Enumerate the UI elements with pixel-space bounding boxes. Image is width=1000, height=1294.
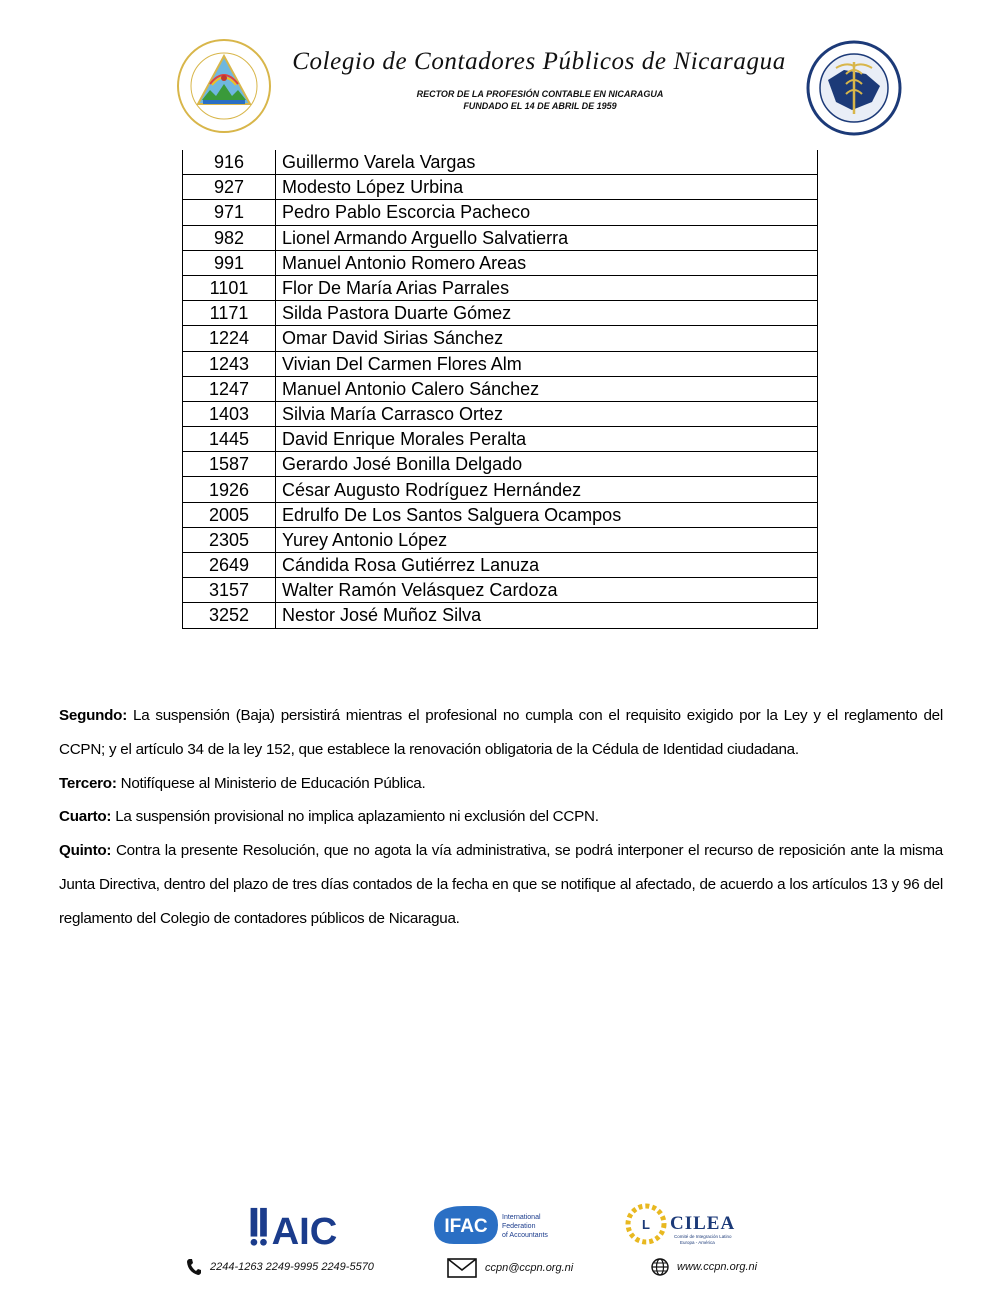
member-number: 1926 [183,477,276,502]
founding-date: FUNDADO EL 14 DE ABRIL DE 1959 [463,101,617,111]
member-number: 2649 [183,553,276,578]
member-name: Edrulfo De Los Santos Salguera Ocampos [276,502,818,527]
phone-icon [186,1258,202,1276]
table-row [183,275,818,300]
contact-phones [186,1258,374,1276]
table-row [183,452,818,477]
table-row [183,603,818,628]
table-row [183,553,818,578]
svg-text:Europa - América: Europa - América [680,1240,715,1245]
clause-text: La suspensión (Baja) persistirá mientras el profesional no cumpla con el requisito exigido por la Ley y el reglamento del CCPN; y el artículo 34 de la ley 152, que establece la renovación obligatoria de la Cédula de Identidad ciudadana. [59,707,943,758]
globe-icon [651,1258,669,1276]
member-name: Gerardo José Bonilla Delgado [276,452,818,477]
member-number: 982 [183,225,276,250]
member-number: 1247 [183,376,276,401]
member-number: 1445 [183,427,276,452]
clause-label: Tercero: [59,774,117,792]
svg-text:CILEA: CILEA [670,1213,736,1234]
nicaragua-seal-logo [176,38,272,134]
member-number: 1587 [183,452,276,477]
ifac-logo [432,1204,556,1246]
member-name: Modesto López Urbina [276,175,818,200]
clause-label: Segundo: [59,707,128,724]
member-number: 1403 [183,401,276,426]
svg-text:Comité de Integración Latino: Comité de Integración Latino [674,1234,732,1239]
clause-paragraph [59,834,943,935]
suspended-members-table [182,150,818,629]
member-name: Lionel Armando Arguello Salvatierra [276,225,818,250]
member-name: David Enrique Morales Peralta [276,427,818,452]
clause-paragraph [59,800,943,834]
member-name: Nestor José Muñoz Silva [276,603,818,628]
svg-text:International: International [502,1214,541,1221]
member-number: 2305 [183,527,276,552]
clause-paragraph [59,767,943,801]
contact-email [447,1258,573,1278]
organization-title: Colegio de Contadores Públicos de Nicaragua [292,48,786,75]
contact-website [651,1258,757,1276]
member-name: Manuel Antonio Calero Sánchez [276,376,818,401]
table-row [183,150,818,175]
member-number: 1243 [183,351,276,376]
member-name: Cándida Rosa Gutiérrez Lanuza [276,553,818,578]
resolution-clauses [59,699,943,936]
table-row [183,502,818,527]
table-row [183,578,818,603]
clause-text: Contra la presente Resolución, que no agota la vía administrativa, se podrá interponer el recurso de reposición ante la misma Junta Directiva, dentro del plazo de tres días contados de la fecha en que se notifique al afectado, de acuerdo a los artículos 13 y 96 del reglamento del Colegio de contadores públicos de Nicaragua. [59,842,943,927]
member-number: 1224 [183,326,276,351]
clause-label: Cuarto: [59,808,112,826]
member-name: Vivian Del Carmen Flores Alm [276,351,818,376]
member-number: 3157 [183,578,276,603]
member-name: Omar David Sirias Sánchez [276,326,818,351]
aic-logo [246,1206,364,1248]
member-name: Manuel Antonio Romero Areas [276,250,818,275]
table-row [183,301,818,326]
svg-text:Federation: Federation [502,1223,536,1230]
website-link[interactable]: www.ccpn.org.ni [677,1261,758,1273]
table-row [183,326,818,351]
cilea-logo [624,1202,754,1250]
member-number: 916 [183,150,276,175]
member-name: Silda Pastora Duarte Gómez [276,301,818,326]
clause-label: Quinto: [59,842,112,860]
member-number: 2005 [183,502,276,527]
member-name: Walter Ramón Velásquez Cardoza [276,578,818,603]
member-name: Yurey Antonio López [276,527,818,552]
table-row [183,527,818,552]
member-name: Guillermo Varela Vargas [276,150,818,175]
member-name: César Augusto Rodríguez Hernández [276,477,818,502]
table-row [183,175,818,200]
member-number: 971 [183,200,276,225]
organization-subtitle: RECTOR DE LA PROFESIÓN CONTABLE EN NICARAGUA [416,89,664,99]
svg-text:of Accountants: of Accountants [502,1232,548,1239]
ccpn-seal-logo [806,40,902,136]
member-number: 927 [183,175,276,200]
email-link[interactable]: ccpn@ccpn.org.ni [485,1262,574,1274]
member-name: Pedro Pablo Escorcia Pacheco [276,200,818,225]
member-number: 1101 [183,275,276,300]
table-row [183,200,818,225]
table-row [183,477,818,502]
clause-paragraph [59,699,943,767]
phone-numbers: 2244-1263 2249-9995 2249-5570 [210,1261,374,1273]
member-number: 991 [183,250,276,275]
clause-text: Notifíquese al Ministerio de Educación Pública. [120,774,426,792]
table-row [183,351,818,376]
aic-logo-text: AIC [271,1210,338,1248]
envelope-icon [447,1258,477,1278]
clause-text: La suspensión provisional no implica aplazamiento ni exclusión del CCPN. [115,808,599,826]
svg-text:IFAC: IFAC [444,1216,488,1237]
svg-text:L: L [642,1217,650,1232]
member-number: 3252 [183,603,276,628]
table-row [183,401,818,426]
table-row [183,427,818,452]
table-row [183,225,818,250]
table-row [183,376,818,401]
member-name: Flor De María Arias Parrales [276,275,818,300]
table-row [183,250,818,275]
member-number: 1171 [183,301,276,326]
member-name: Silvia María Carrasco Ortez [276,401,818,426]
